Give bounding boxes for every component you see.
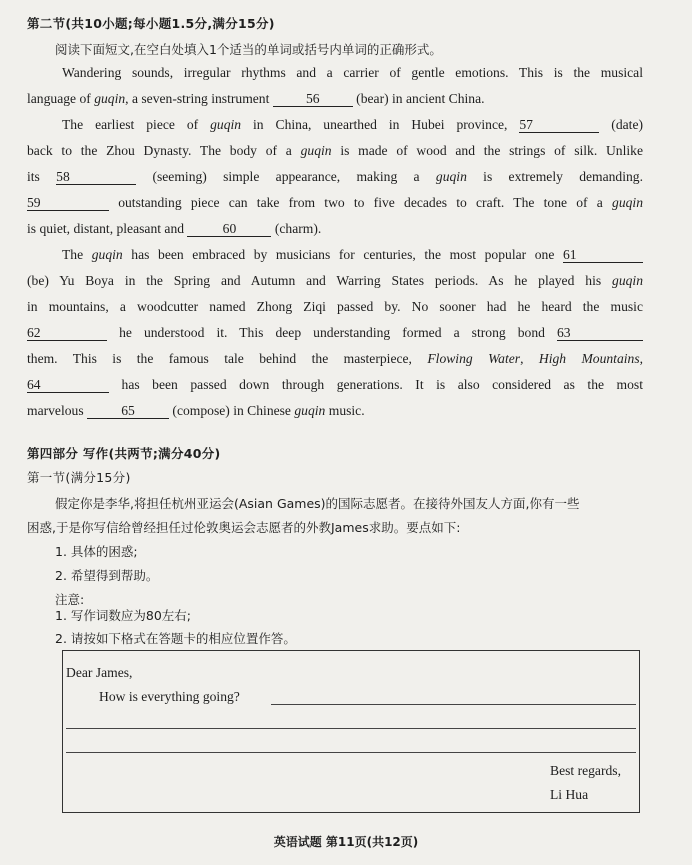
passage-line: its 58 (seeming) simple appearance, making a guqin is extremely demanding. <box>27 169 643 184</box>
passage-line: (be) Yu Boya in the Spring and Autumn and Warring States periods. As he played his guqin <box>27 273 643 288</box>
writing-line[interactable] <box>66 728 636 729</box>
passage-line: The guqin has been embraced by musicians for centuries, the most popular one 61 <box>62 246 643 264</box>
blank-65[interactable]: 65 <box>87 403 169 419</box>
letter-opening: How is everything going? <box>99 689 240 704</box>
writing-line[interactable] <box>271 704 636 705</box>
blank-57[interactable]: 57 <box>519 117 599 133</box>
letter-signature: Li Hua <box>550 787 589 802</box>
page-footer: 英语试题 第11页(共12页) <box>273 835 419 849</box>
passage-line: in mountains, a woodcutter named Zhong Ziqi passed by. No sooner had he heard the music <box>27 299 643 314</box>
writing-point: 1. 具体的困惑; <box>55 544 138 559</box>
part4-header: 第四部分 写作(共两节;满分40分) <box>27 446 221 461</box>
passage-line: them. This is the famous tale behind the masterpiece, Flowing Water, High Mountains, <box>27 351 644 366</box>
passage-line: is quiet, distant, pleasant and 60 (charm). <box>27 221 322 236</box>
blank-58[interactable]: 58 <box>56 169 136 185</box>
note-item: 2. 请按如下格式在答题卡的相应位置作答。 <box>55 631 296 646</box>
section2-header: 第二节(共10小题;每小题1.5分,满分15分) <box>27 16 275 31</box>
note-label: 注意: <box>55 592 85 607</box>
section2-instruction: 阅读下面短文,在空白处填入1个适当的单词或括号内单词的正确形式。 <box>55 42 442 57</box>
letter-closing: Best regards, <box>550 763 621 778</box>
blank-59[interactable]: 59 <box>27 195 109 211</box>
writing-prompt: 困惑,于是你写信给曾经担任过伦敦奥运会志愿者的外教James求助。要点如下: <box>27 520 461 535</box>
blank-56[interactable]: 56 <box>273 91 353 107</box>
passage-line: The earliest piece of guqin in China, unearthed in Hubei province, 57 (date) <box>62 117 643 132</box>
letter-greeting: Dear James, <box>66 665 133 680</box>
answer-box <box>62 650 640 813</box>
blank-63[interactable]: 63 <box>557 325 643 341</box>
writing-line[interactable] <box>66 752 636 753</box>
blank-64[interactable]: 64 <box>27 377 109 393</box>
passage-line: 64 has been passed down through generations. It is also considered as the most <box>27 377 643 392</box>
passage-line: Wandering sounds, irregular rhythms and a carrier of gentle emotions. This is the musical <box>62 65 643 80</box>
part4-subheader: 第一节(满分15分) <box>27 470 131 485</box>
passage-line: marvelous 65 (compose) in Chinese guqin music. <box>27 403 365 418</box>
passage-line: language of guqin, a seven-string instrument 56 (bear) in ancient China. <box>27 91 485 106</box>
blank-61[interactable]: 61 <box>563 247 643 263</box>
blank-62[interactable]: 62 <box>27 325 107 341</box>
passage-line: 62 he understood it. This deep understanding formed a strong bond 63 <box>27 324 643 342</box>
passage-line: back to the Zhou Dynasty. The body of a guqin is made of wood and the strings of silk. Unlike <box>27 143 643 158</box>
writing-prompt: 假定你是李华,将担任杭州亚运会(Asian Games)的国际志愿者。在接待外国友人方面,你有一些 <box>55 496 580 511</box>
writing-point: 2. 希望得到帮助。 <box>55 568 159 583</box>
blank-60[interactable]: 60 <box>187 221 271 237</box>
passage-line: 59 outstanding piece can take from two to five decades to craft. The tone of a guqin <box>27 195 643 210</box>
note-item: 1. 写作词数应为80左右; <box>55 608 192 623</box>
